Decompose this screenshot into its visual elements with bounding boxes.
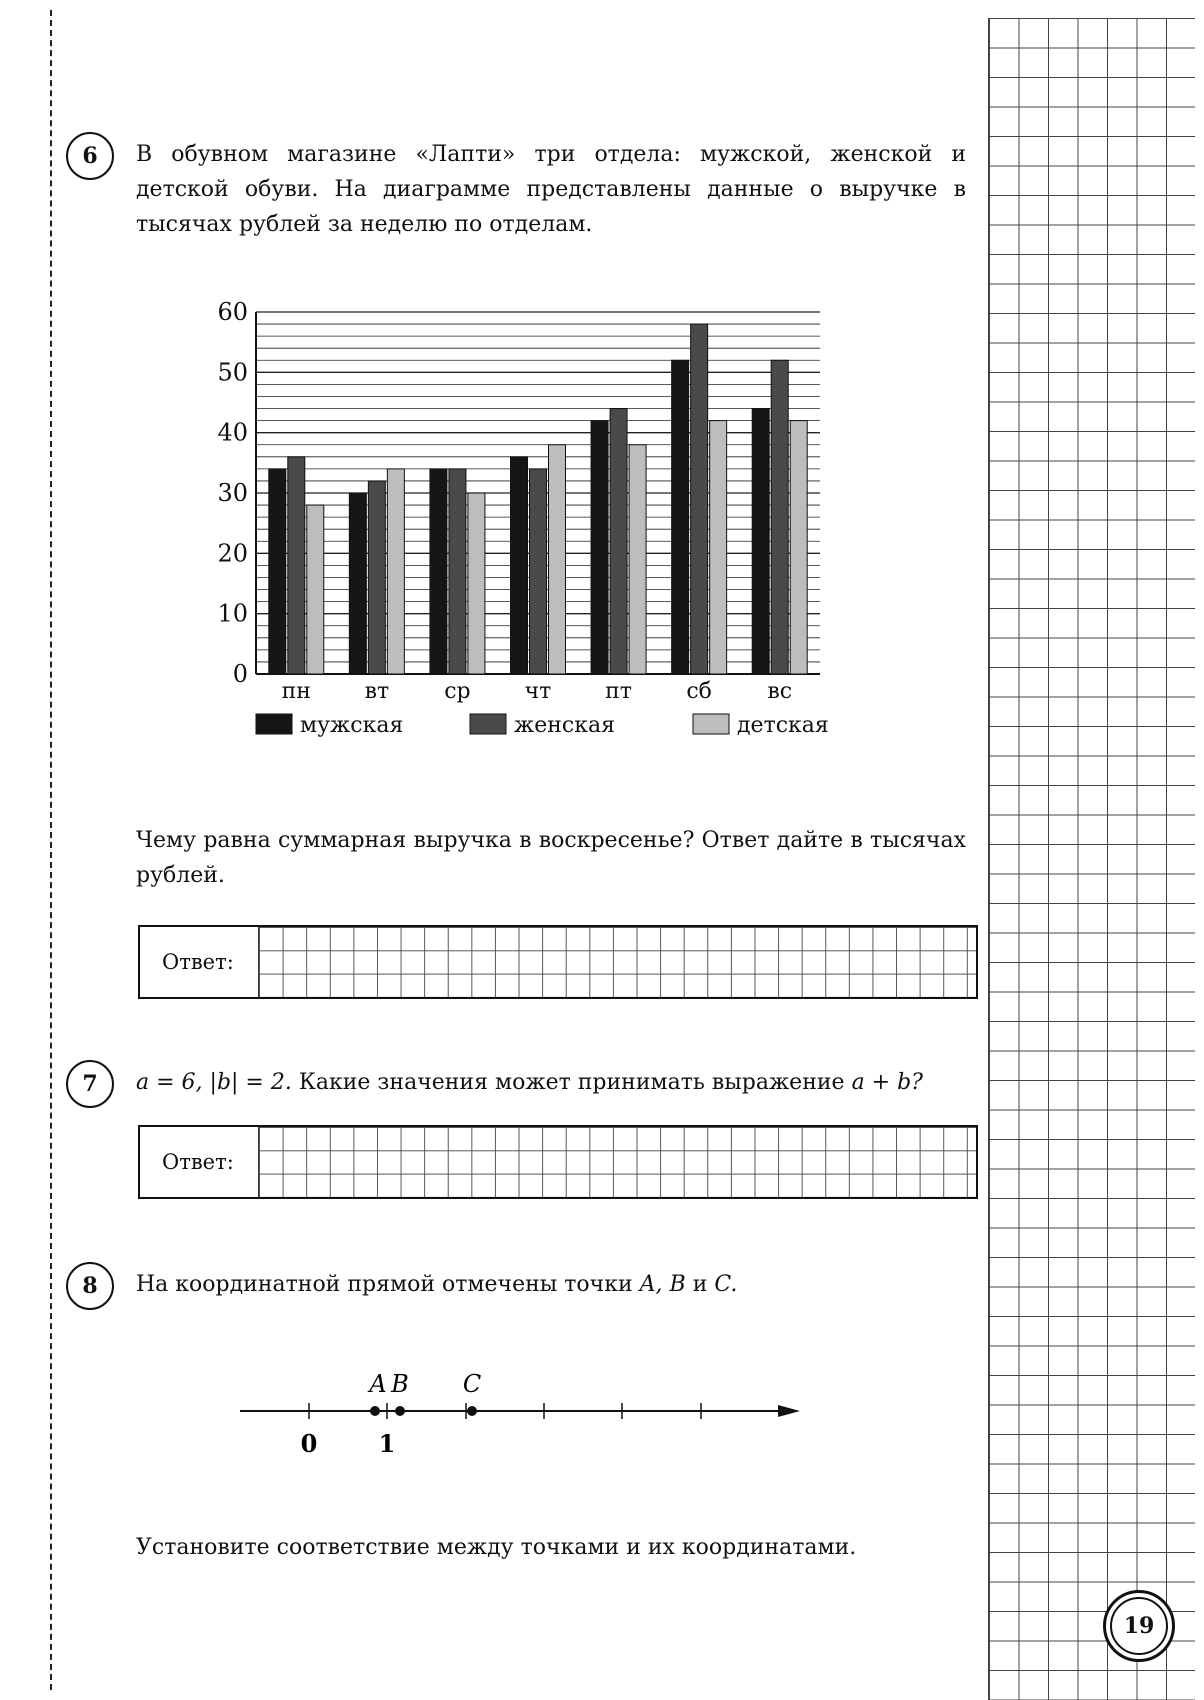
bar-женская-пт [610,409,627,674]
task-8-text-before: На координатной прямой отмечены точки [136,1272,633,1297]
task-6-text: В обувном магазине «Лапти» три отдела: мужской, женской и детской обуви. На диаграмме представлены данные о выручке в тысячах рублей за неделю по отделам. [136,142,966,237]
bar-мужская-пт [591,421,608,674]
task-6-answer-label: Ответ: [162,950,234,974]
bar-детская-пт [629,445,646,674]
y-tick-label: 30 [217,479,248,507]
number-line-arrow [778,1405,800,1417]
page-number-text: 19 [1123,1613,1155,1639]
legend-swatch-женская [470,714,506,734]
task-8-number [66,1262,114,1310]
revenue-chart [200,290,850,750]
bar-женская-вт [368,481,385,674]
point-b-label: B [391,1370,409,1398]
label-one: 1 [378,1429,396,1458]
cut-line [50,10,52,1690]
y-tick-label: 20 [217,539,248,568]
page-number [1103,1590,1175,1662]
task-8-point-b: B [669,1272,686,1297]
x-tick-label: сб [686,679,712,704]
task-7-answer-box[interactable] [138,1125,978,1199]
bar-женская-чт [530,469,547,674]
y-tick-label: 60 [217,298,248,326]
x-tick-label: ср [444,679,471,704]
x-tick-label: чт [524,679,552,704]
x-tick-label: вт [364,679,390,704]
task-7-number [66,1060,114,1108]
bar-детская-ср [468,493,485,674]
label-zero: 0 [300,1429,318,1458]
legend-swatch-детская [693,714,729,734]
task-8-instruction: Установите соответствие между точками и их координатами. [136,1535,857,1560]
page-number-inner [1110,1597,1168,1655]
bar-женская-пн [288,457,305,674]
task-7-number-text: 7 [82,1071,98,1097]
task-7-question: Какие значения может принимать выражение [298,1070,845,1095]
bar-детская-вс [790,421,807,674]
legend-label-детская: детская [737,713,829,738]
revenue-chart-svg [200,290,850,750]
y-tick-label: 40 [217,418,248,447]
bar-мужская-вс [752,409,769,674]
point-a-dot [370,1406,380,1416]
legend-swatch-мужская [256,714,292,734]
task-8-point-c: C. [714,1272,738,1297]
bar-мужская-вт [349,493,366,674]
bar-мужская-ср [430,469,447,674]
bar-женская-сб [691,324,708,674]
bar-мужская-чт [511,457,528,674]
bar-мужская-пн [269,469,286,674]
number-line [230,1360,830,1470]
task-6-number-text: 6 [82,143,98,169]
task-8-text [136,1267,966,1302]
point-c-dot [467,1406,477,1416]
y-tick-label: 0 [232,660,248,688]
task-8-point-a: A, [639,1272,663,1297]
task-8-number-text: 8 [82,1273,98,1299]
number-line-svg [230,1360,830,1470]
task-8-conj: и [692,1272,708,1297]
legend-label-мужская: мужская [300,713,404,738]
legend-label-женская: женская [514,713,615,738]
task-6-answer-cells[interactable] [258,927,976,997]
draft-grid-margin [988,18,1195,1700]
x-tick-label: пн [281,679,311,704]
task-6-number [66,132,114,180]
point-a-label: A [369,1370,387,1398]
point-c-label: C [462,1370,482,1398]
x-tick-label: пт [605,679,632,704]
y-tick-label: 10 [217,599,248,628]
bar-детская-вт [387,469,404,674]
x-tick-label: вс [767,679,793,704]
bar-женская-вс [771,360,788,674]
bar-детская-чт [549,445,566,674]
task-7-answer-cells[interactable] [258,1127,976,1197]
bar-мужская-сб [672,360,689,674]
point-b-dot [395,1406,405,1416]
bar-детская-пн [307,505,324,674]
task-6-question: Чему равна суммарная выручка в воскресенье? Ответ дайте в тысячах рублей. [136,828,966,888]
task-7-a-part: a = 6, [136,1070,203,1095]
bar-женская-ср [449,469,466,674]
task-6-answer-box[interactable] [138,925,978,999]
task-7-b-part: |b| = 2. [209,1070,292,1095]
bar-детская-сб [710,421,727,674]
task-7-expression: a + b? [851,1070,923,1095]
y-tick-label: 50 [217,358,248,387]
task-7-answer-label: Ответ: [162,1150,234,1174]
task-7-text [136,1065,966,1100]
